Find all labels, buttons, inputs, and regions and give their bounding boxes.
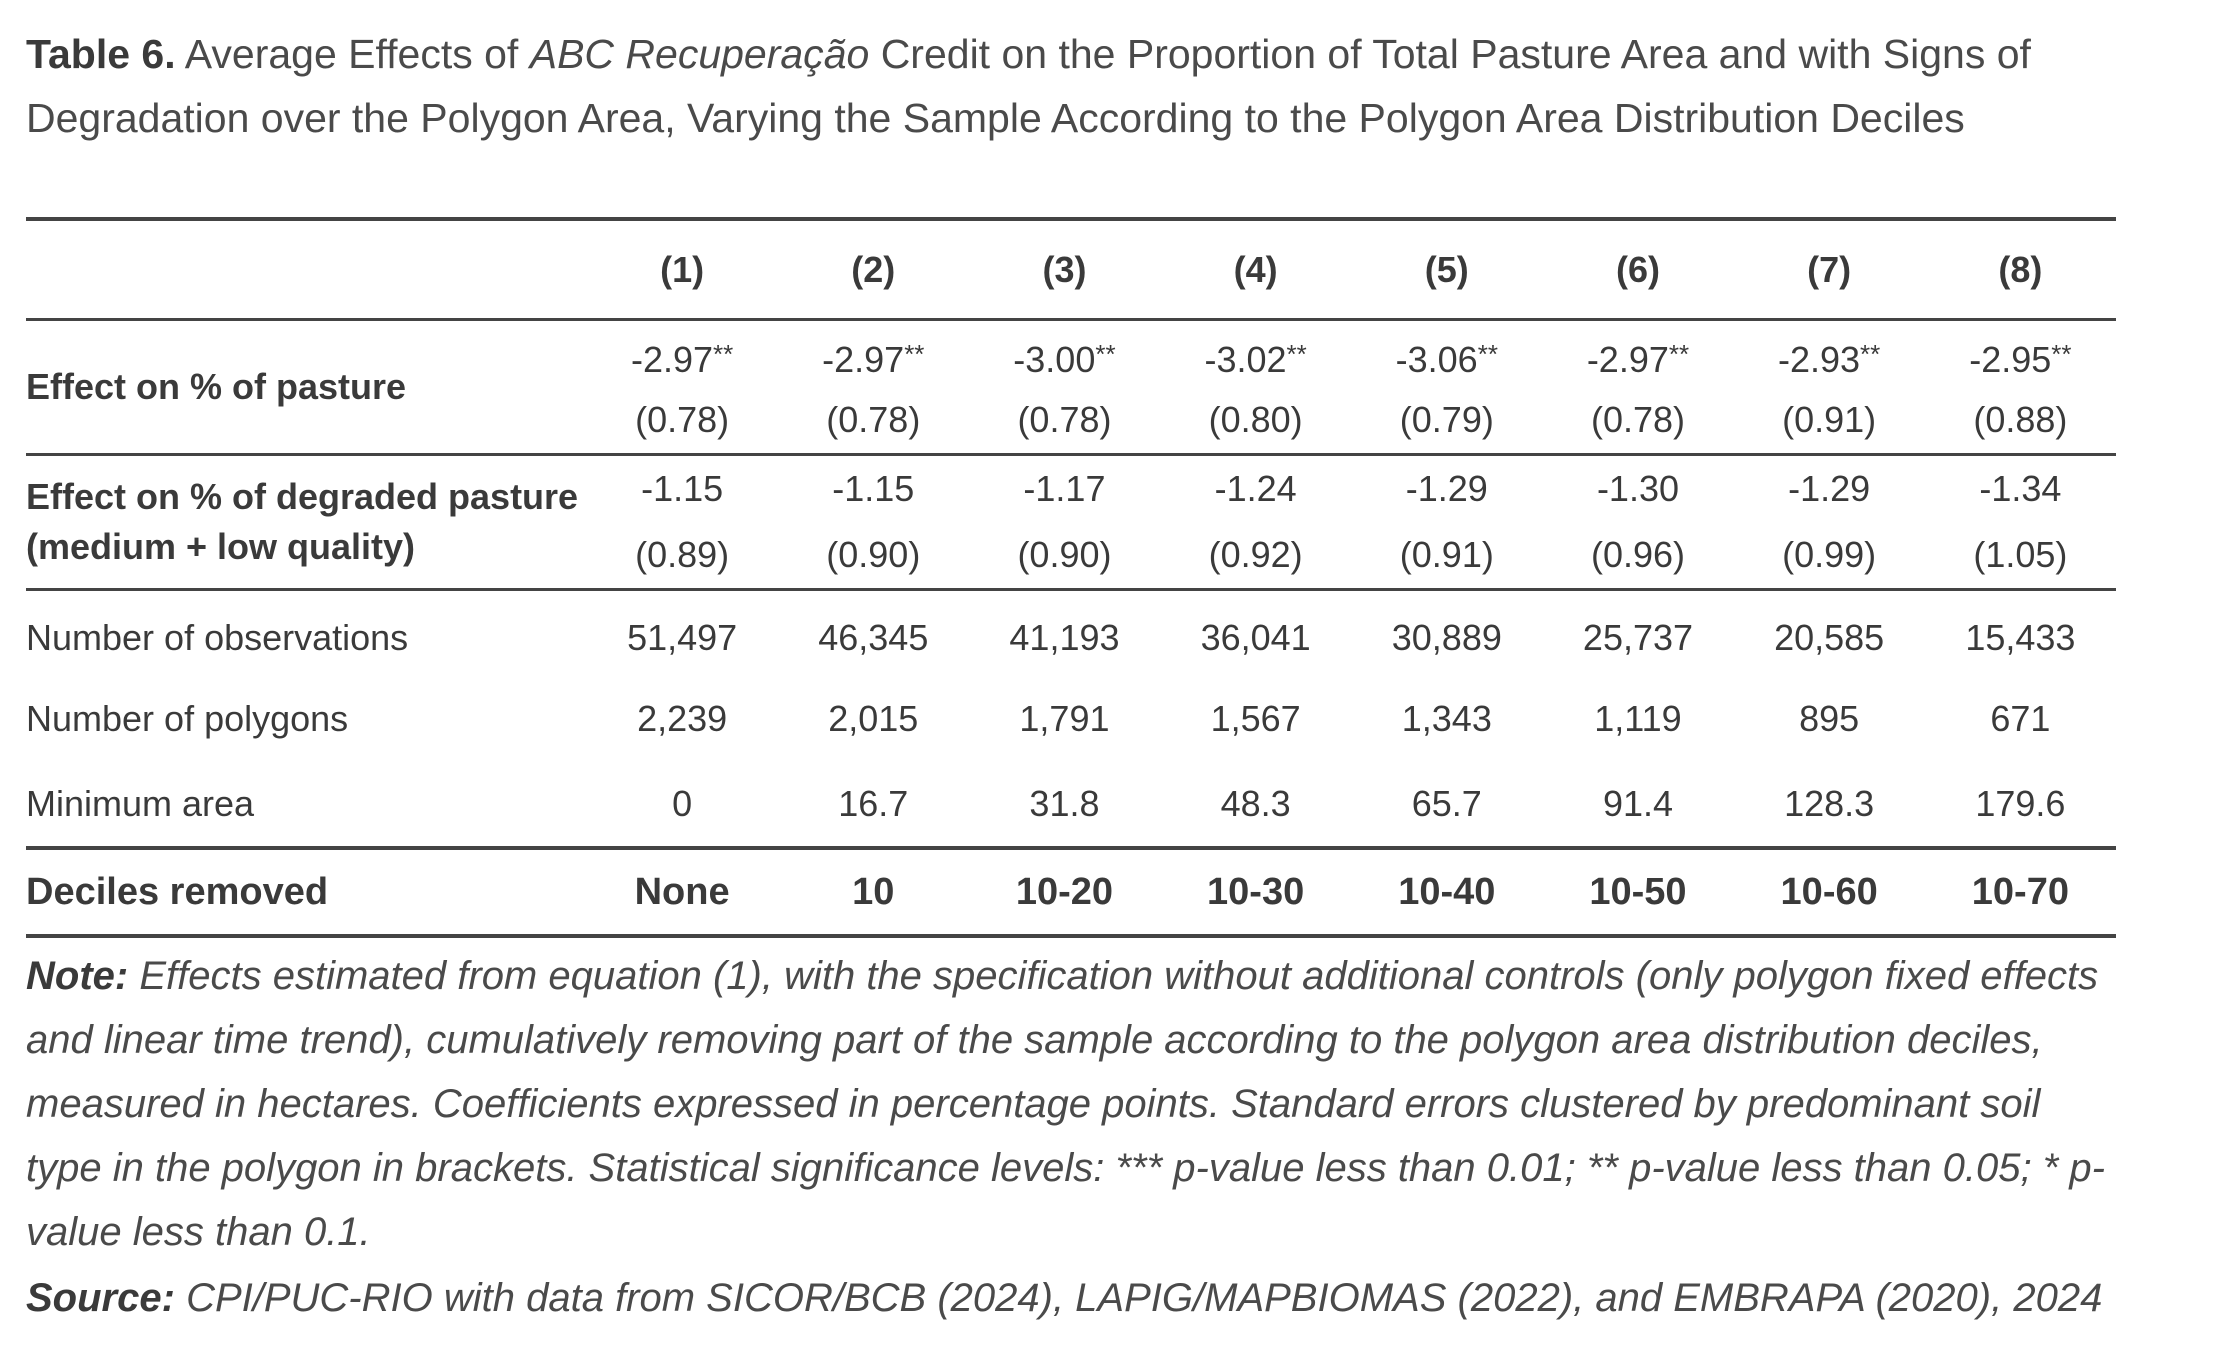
- table-source: [26, 1266, 2146, 1330]
- table-cell: 10-60: [1734, 848, 1925, 936]
- table-cell: 41,193: [1009, 616, 1120, 658]
- significance-stars: **: [1286, 339, 1307, 369]
- row-label-minimum-area: Minimum area: [26, 782, 255, 824]
- se-value: (0.78): [826, 399, 921, 440]
- table-cell: [1160, 455, 1351, 590]
- se-value: (0.96): [1590, 534, 1685, 575]
- table-cell: [1351, 320, 1542, 455]
- table-cell: 10-40: [1351, 848, 1542, 936]
- table-cell: 10-20: [969, 848, 1160, 936]
- coef-value: -1.29: [1788, 468, 1871, 509]
- coef-value: -2.97: [630, 339, 714, 380]
- table-cell: [778, 320, 969, 455]
- significance-stars: **: [1668, 339, 1690, 369]
- table-cell: [1542, 320, 1733, 455]
- source-label: Source:: [26, 1276, 175, 1320]
- results-table: [26, 217, 2116, 938]
- table-cell: 895: [1799, 697, 1860, 739]
- significance-stars: **: [2051, 339, 2072, 369]
- significance-stars: **: [1095, 339, 1116, 369]
- degraded-effect-row: [26, 455, 2116, 590]
- document-page: [26, 22, 2116, 1320]
- column-header: (2): [778, 219, 969, 320]
- table-header-row: [26, 219, 2116, 320]
- row-label-deciles-removed: Deciles removed: [26, 848, 587, 936]
- se-value: (0.78): [1017, 399, 1112, 440]
- se-value: (0.88): [1973, 399, 2068, 440]
- note-text: Effects estimated from equation (1), with the specification without additional controls (only polygon fixed effects and linear time trend), cumulatively removing part of the sample according to the polygon area distribution deciles, measured in hectares. Coefficients expressed in percentage points. Standard errors clustered by predominant soil type in the polygon in brackets. Statistical significance levels: *** p-value less than 0.01; ** p-value less than 0.05; * p-value less than 0.1.: [26, 954, 2105, 1254]
- table-cell: 51,497: [627, 616, 738, 658]
- coef-value: -3.00: [1013, 339, 1096, 380]
- caption-text-line2: Degradation over the Polygon Area, Varying the Sample According to the Polygon Area Distribution Deciles: [26, 95, 1965, 141]
- table-cell: 1,343: [1401, 697, 1492, 739]
- caption-lead: Table 6.: [26, 31, 176, 77]
- se-value: (1.05): [1973, 534, 2068, 575]
- caption-text-line1: Credit on the Proportion of Total Pasture Area and with Signs of: [880, 31, 2031, 77]
- significance-stars: **: [904, 339, 925, 369]
- table-cell: [587, 455, 778, 590]
- column-header: (6): [1542, 219, 1733, 320]
- coef-value: -2.97: [1586, 339, 1669, 380]
- table-cell: [587, 320, 778, 455]
- se-value: (0.78): [1590, 399, 1685, 440]
- column-header: (5): [1351, 219, 1542, 320]
- row-label-degraded: [26, 455, 587, 590]
- significance-stars: **: [1860, 339, 1881, 369]
- table-cell: 2,239: [637, 697, 728, 739]
- table-cell: 15,433: [1965, 616, 2076, 658]
- coef-value: -2.93: [1777, 339, 1861, 380]
- se-value: (0.79): [1399, 399, 1494, 440]
- table-cell: [1542, 455, 1733, 590]
- note-label: Note:: [26, 954, 129, 998]
- column-header: (4): [1160, 219, 1351, 320]
- table-cell: 671: [1990, 697, 2051, 739]
- table-cell: [1734, 320, 1925, 455]
- table-cell: 10-30: [1160, 848, 1351, 936]
- se-value: (0.91): [1782, 399, 1877, 440]
- coef-value: -1.29: [1405, 468, 1488, 509]
- row-label-degraded-line2: (medium + low quality): [26, 526, 416, 567]
- row-label-pasture: Effect on % of pasture: [26, 320, 587, 455]
- source-text: CPI/PUC-RIO with data from SICOR/BCB (2024), LAPIG/MAPBIOMAS (2022), and EMBRAPA (2020), 2024: [186, 1276, 2103, 1320]
- table-cell: 48.3: [1220, 782, 1291, 824]
- table-cell: 10-70: [1925, 848, 2116, 936]
- coef-value: -1.24: [1214, 468, 1297, 509]
- table-cell: 179.6: [1975, 782, 2066, 824]
- table-cell: [1734, 455, 1925, 590]
- table-cell: None: [587, 848, 778, 936]
- se-value: (0.89): [635, 534, 730, 575]
- row-label-polygons: Number of polygons: [26, 697, 349, 739]
- table-cell: [969, 455, 1160, 590]
- table-cell: 1,567: [1210, 697, 1301, 739]
- minimum-area-row: [26, 761, 2116, 848]
- table-note: [26, 944, 2116, 1264]
- coef-value: -1.34: [1979, 468, 2062, 509]
- caption-text-before: Average Effects of: [184, 31, 519, 77]
- se-value: (0.90): [1017, 534, 1112, 575]
- caption-italic-term: ABC Recuperação: [529, 31, 870, 77]
- pasture-effect-row: [26, 320, 2116, 455]
- se-value: (0.91): [1399, 534, 1494, 575]
- row-label-observations: Number of observations: [26, 616, 409, 658]
- table-cell: 1,119: [1594, 697, 1682, 739]
- table-cell: 46,345: [818, 616, 929, 658]
- column-header: (1): [587, 219, 778, 320]
- table-cell: 128.3: [1784, 782, 1875, 824]
- column-header: (3): [969, 219, 1160, 320]
- table-cell: [1351, 455, 1542, 590]
- table-cell: 25,737: [1582, 616, 1694, 658]
- row-label-degraded-line1: Effect on % of degraded pasture: [26, 476, 579, 517]
- table-cell: 10-50: [1542, 848, 1733, 936]
- observations-row: [26, 590, 2116, 677]
- coef-value: -3.02: [1204, 339, 1287, 380]
- table-cell: 10: [778, 848, 969, 936]
- table-cell: 16.7: [838, 782, 909, 824]
- coef-value: -3.06: [1395, 339, 1478, 380]
- polygons-row: [26, 676, 2116, 761]
- header-empty-cell: [26, 219, 587, 320]
- table-cell: [1925, 320, 2116, 455]
- column-header: (7): [1734, 219, 1925, 320]
- table-cell: 0: [672, 782, 693, 824]
- table-cell: [969, 320, 1160, 455]
- deciles-removed-row: [26, 848, 2116, 936]
- table-cell: 20,585: [1774, 616, 1885, 658]
- table-cell: 36,041: [1200, 616, 1311, 658]
- column-header: (8): [1925, 219, 2116, 320]
- coef-value: -1.15: [832, 468, 915, 509]
- table-cell: [1160, 320, 1351, 455]
- table-cell: 91.4: [1602, 782, 1674, 824]
- table-cell: 2,015: [828, 697, 919, 739]
- se-value: (0.92): [1208, 534, 1303, 575]
- coef-value: -2.95: [1969, 339, 2052, 380]
- table-cell: [778, 455, 969, 590]
- table-cell: 31.8: [1029, 782, 1100, 824]
- table-cell: 65.7: [1411, 782, 1482, 824]
- coef-value: -1.15: [641, 468, 724, 509]
- table-caption: [26, 22, 2116, 150]
- coef-value: -1.17: [1023, 468, 1106, 509]
- significance-stars: **: [1477, 339, 1498, 369]
- significance-stars: **: [713, 339, 734, 369]
- table-cell: [1925, 455, 2116, 590]
- table-cell: 30,889: [1391, 616, 1502, 658]
- coef-value: -1.30: [1596, 468, 1679, 509]
- se-value: (0.80): [1208, 399, 1303, 440]
- se-value: (0.78): [635, 399, 730, 440]
- se-value: (0.99): [1782, 534, 1877, 575]
- coef-value: -2.97: [822, 339, 905, 380]
- table-cell: 1,791: [1019, 697, 1110, 739]
- se-value: (0.90): [826, 534, 921, 575]
